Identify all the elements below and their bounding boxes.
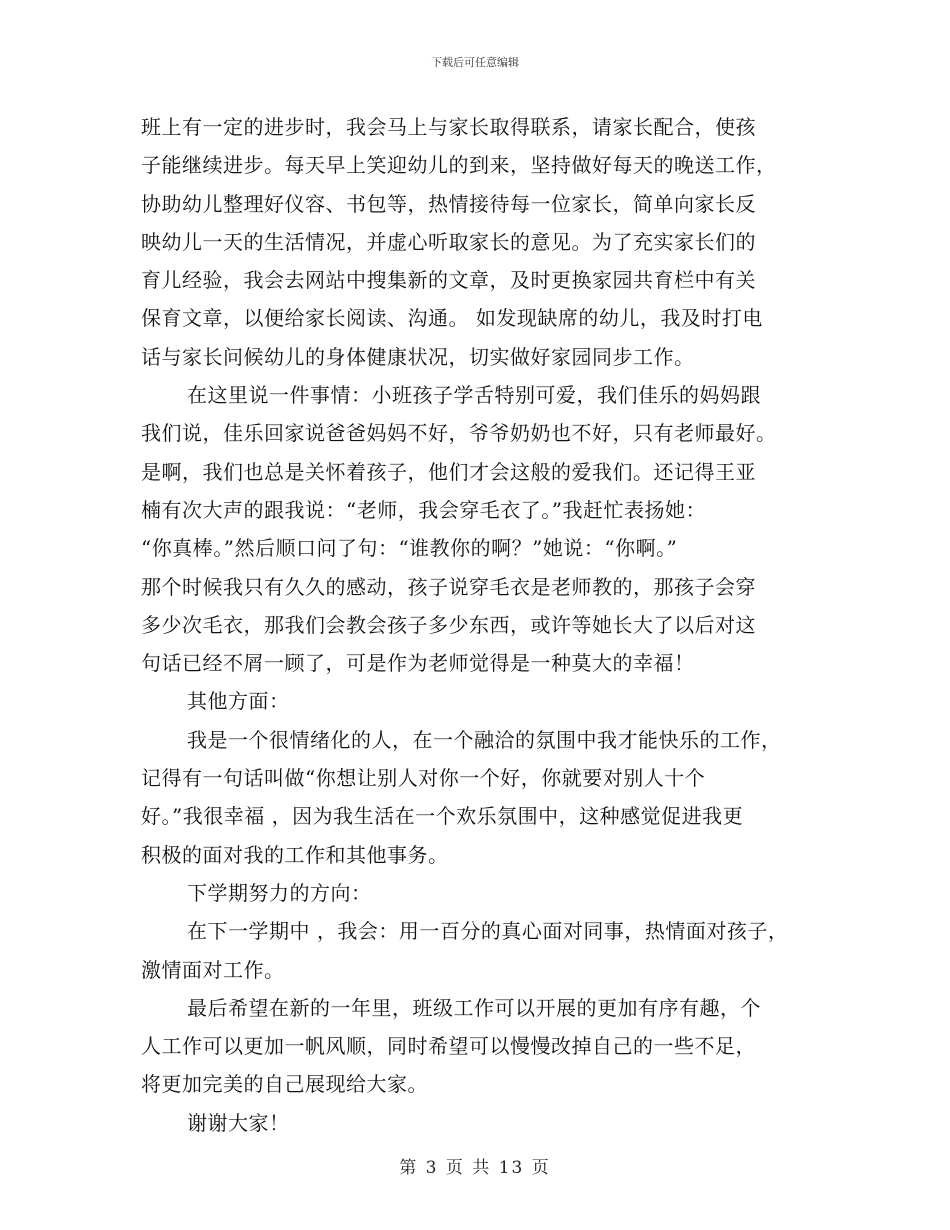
body-line: 人工作可以更加一帆风顺，同时希望可以慢慢改掉自己的一些不足，: [141, 1034, 756, 1059]
section-heading: 其他方面：: [187, 689, 290, 714]
body-line: 积极的面对我的工作和其他事务。: [141, 842, 449, 867]
body-line: 那个时候我只有久久的感动，孩子说穿毛衣是老师教的，那孩子会穿: [141, 574, 756, 599]
page-number: 第 3 页 共 13 页: [399, 1158, 551, 1178]
body-line: 最后希望在新的一年里，班级工作可以开展的更加有序有趣，个: [187, 995, 761, 1020]
body-line: 记得有一句话叫做“你想让别人对你一个好，你就要对别人十个: [141, 766, 706, 791]
body-line: “你真棒。”然后顺口问了句：“谁教你的啊？”她说：“你啊。”: [141, 536, 678, 561]
body-line: 句话已经不屑一顾了，可是作为老师觉得是一种莫大的幸福！: [141, 651, 695, 676]
body-line: 楠有次大声的跟我说：“老师，我会穿毛衣了。”我赶忙表扬她：: [141, 497, 706, 522]
body-line: 协助幼儿整理好仪容、书包等，热情接待每一位家长，简单向家长反: [141, 191, 756, 216]
body-line: 子能继续进步。每天早上笑迎幼儿的到来，坚持做好每天的晚送工作，: [141, 153, 777, 178]
header-note: 下载后可任意编辑: [431, 56, 519, 69]
body-line: 是啊，我们也总是关怀着孩子，他们才会这般的爱我们。还记得王亚: [141, 459, 756, 484]
body-line: 多少次毛衣，那我们会教会孩子多少东西，或许等她长大了以后对这: [141, 612, 756, 637]
document-body: [141, 108, 821, 1142]
body-line: 好。”我很幸福 ，因为我生活在一个欢乐氛围中，这种感觉促进我更: [141, 804, 744, 829]
body-line: 在下一学期中 ，我会：用一百分的真心面对同事，热情面对孩子，: [187, 919, 789, 944]
body-line: 保育文章，以便给家长阅读、沟通。 如发现缺席的幼儿，我及时打电: [141, 306, 763, 331]
body-line: 在这里说一件事情：小班孩子学舌特别可爱，我们佳乐的妈妈跟: [187, 383, 761, 408]
body-line: 我是一个很情绪化的人，在一个融洽的氛围中我才能快乐的工作，: [187, 727, 782, 752]
closing-line: 谢谢大家！: [187, 1110, 290, 1135]
body-line: 映幼儿一天的生活情况，并虚心听取家长的意见。为了充实家长们的: [141, 229, 756, 254]
body-line: 班上有一定的进步时，我会马上与家长取得联系，请家长配合，使孩: [141, 115, 756, 139]
body-line: 育儿经验，我会去网站中搜集新的文章，及时更换家园共育栏中有关: [141, 268, 756, 293]
body-line: 话与家长问候幼儿的身体健康状况，切实做好家园同步工作。: [141, 344, 695, 369]
body-line: 激情面对工作。: [141, 957, 285, 982]
section-heading: 下学期努力的方向：: [187, 880, 372, 905]
body-line: 我们说，佳乐回家说爸爸妈妈不好，爷爷奶奶也不好，只有老师最好。: [141, 421, 777, 446]
body-line: 将更加完美的自己展现给大家。: [141, 1072, 428, 1097]
